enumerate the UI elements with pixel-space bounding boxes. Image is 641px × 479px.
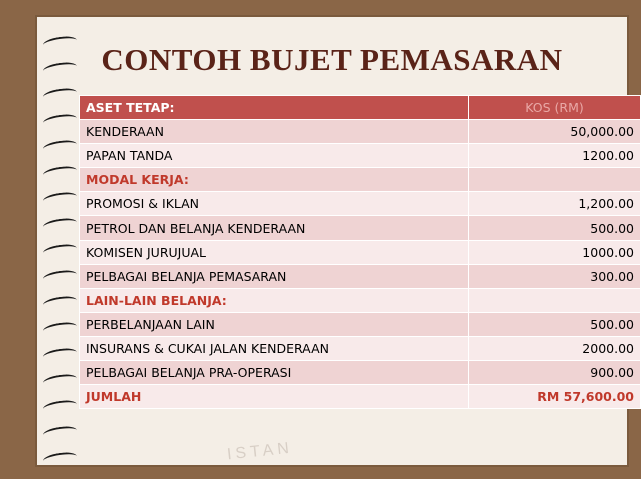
item-cell: PETROL DAN BELANJA KENDERAAN — [80, 216, 469, 240]
spiral-coil — [42, 399, 77, 415]
item-cell: PERBELANJAAN LAIN — [80, 312, 469, 336]
table-row — [80, 144, 641, 168]
item-cell: KENDERAAN — [80, 120, 469, 144]
spiral-coil — [42, 347, 77, 363]
table-header-row — [80, 96, 641, 120]
total-row — [80, 385, 641, 409]
spiral-coil — [42, 87, 77, 103]
amount-cell: 50,000.00 — [469, 120, 641, 144]
item-cell: INSURANS & CUKAI JALAN KENDERAAN — [80, 336, 469, 360]
spiral-coil — [42, 425, 77, 441]
amount-cell: 900.00 — [469, 361, 641, 385]
section-row — [80, 168, 641, 192]
spiral-coil — [42, 269, 77, 285]
spiral-coil — [42, 373, 77, 389]
table-row — [80, 192, 641, 216]
spiral-coil — [42, 165, 77, 181]
spiral-coil — [42, 243, 77, 259]
item-cell: PELBAGAI BELANJA PRA-OPERASI — [80, 361, 469, 385]
item-cell: PROMOSI & IKLAN — [80, 192, 469, 216]
table-row — [80, 264, 641, 288]
table-row — [80, 240, 641, 264]
item-cell: MODAL KERJA: — [80, 168, 469, 192]
item-cell: LAIN-LAIN BELANJA: — [80, 288, 469, 312]
amount-cell: 1,200.00 — [469, 192, 641, 216]
table-row — [80, 120, 641, 144]
amount-cell — [469, 288, 641, 312]
spiral-coil — [42, 321, 77, 337]
header-amount-cell: KOS (RM) — [469, 96, 641, 120]
amount-cell: 500.00 — [469, 216, 641, 240]
spiral-coil — [42, 295, 77, 311]
slide — [37, 17, 634, 465]
spiral-coil — [42, 113, 77, 129]
amount-cell: 500.00 — [469, 312, 641, 336]
item-cell: KOMISEN JURUJUAL — [80, 240, 469, 264]
spiral-coil — [42, 139, 77, 155]
background-watermark-text: ISTAN — [226, 439, 294, 464]
slide-title: CONTOH BUJET PEMASARAN — [101, 42, 563, 77]
amount-cell — [469, 168, 641, 192]
section-row — [80, 288, 641, 312]
table-row — [80, 216, 641, 240]
table-row — [80, 336, 641, 360]
table-row — [80, 312, 641, 336]
amount-cell: 1000.00 — [469, 240, 641, 264]
spiral-coil — [42, 191, 77, 207]
amount-cell: 2000.00 — [469, 336, 641, 360]
spiral-coil — [42, 451, 77, 467]
spiral-coil — [42, 217, 77, 233]
budget-table — [79, 95, 641, 409]
amount-cell: 1200.00 — [469, 144, 641, 168]
amount-cell: RM 57,600.00 — [469, 385, 641, 409]
spiral-binding — [37, 37, 81, 477]
item-cell: JUMLAH — [80, 385, 469, 409]
item-cell: PAPAN TANDA — [80, 144, 469, 168]
table-row — [80, 361, 641, 385]
amount-cell: 300.00 — [469, 264, 641, 288]
item-cell: PELBAGAI BELANJA PEMASARAN — [80, 264, 469, 288]
header-item-cell: ASET TETAP: — [80, 96, 469, 120]
